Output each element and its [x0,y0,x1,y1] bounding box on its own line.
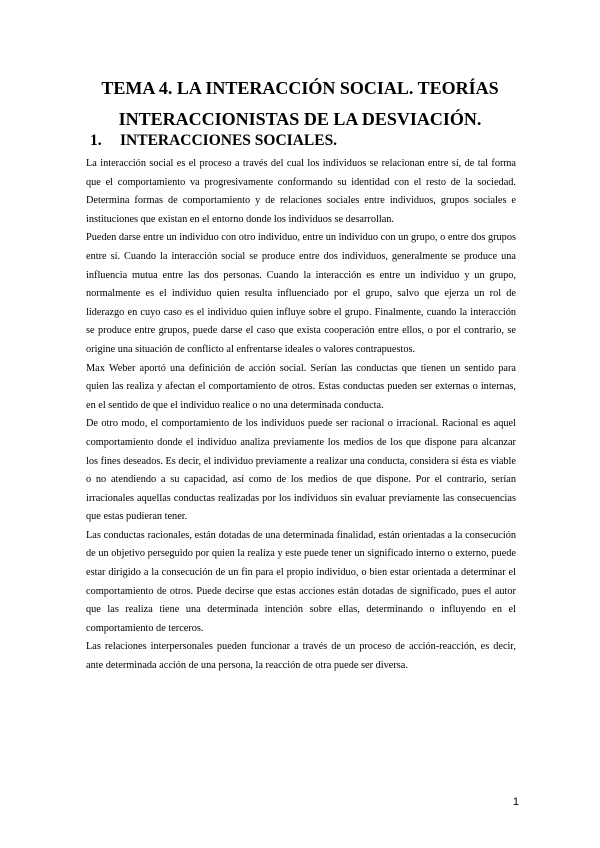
title-line-2: INTERACCIONISTAS DE LA DESVIACIÓN. [118,109,482,129]
paragraph: De otro modo, el comportamiento de los individuos puede ser racional o irracional. Racional es aquel comportamiento donde el individuo analiza previamente los medios de los que dispone para alcanzar los fines deseados. Es decir, el individuo previamente a realizar una conducta, considera si ésta es viable o no atendiendo a su capacidad, así como de los medios de que dispone. Por el contrario, serían irracionales aquellas conductas realizadas por los individuos sin evaluar previamente las consecuencias que estas pudieran tener. [86,418,516,523]
document-title [40,73,560,135]
title-line-1: TEMA 4. LA INTERACCIÓN SOCIAL. TEORÍAS [101,78,499,98]
paragraph: Las conductas racionales, están dotadas de una determinada finalidad, están orientadas a la consecución de un objetivo perseguido por quien la realiza y este puede tener un significado interno o externo, puede estar dirigido a la consecución de un fin para el propio individuo, o bien estar orientada a determinar el comportamiento de otros. Puede decirse que estas acciones están dotadas de significado, pues el autor que las realiza tiene una determinada intención sobre ellas, determinando o influyendo en el comportamiento de terceros. [86,529,516,634]
paragraph: Pueden darse entre un individuo con otro individuo, entre un individuo con un grupo, o entre dos grupos entre sí. Cuando la interacción social se produce entre dos individuos, generalmente se produce una influencia mutua entre las dos personas. Cuando la interacción es entre un individuo y un grupo, normalmente es el individuo quien resulta influenciado por el grupo, salvo que ejerza un rol de liderazgo en cuyo caso es el individuo quien influye sobre el grupo. Finalmente, cuando la interacción se produce entre grupos, puede darse el caso que exista cooperación entre ellos, o por el contrario, se origine una situación de conflicto al enfrentarse ideales o valores contrapuestos. [86,232,516,355]
section-number: 1. [90,132,102,149]
body-text [86,155,516,676]
section-heading [90,131,570,151]
paragraph: Las relaciones interpersonales pueden funcionar a través de un proceso de acción-reacción, es decir, ante determinada acción de una persona, la reacción de otra puede ser diversa. [86,641,516,672]
page-number: 1 [512,796,519,808]
paragraph: La interacción social es el proceso a través del cual los individuos se relacionan entre sí, de tal forma que el comportamiento va progresivamente conformando su identidad con el resto de la sociedad. Determina formas de comportamiento y de relaciones sociales entre individuos, grupos sociales e instituciones que existan en el entorno donde los individuos se desarrollan. [86,158,516,225]
paragraph: Max Weber aportó una definición de acción social. Serían las conductas que tienen un sentido para quien las realiza y afectan el comportamiento de otros. Estas conductas pueden ser externas o internas, en el sentido de que el individuo realice o no una determinada conducta. [86,362,516,411]
section-title: INTERACCIONES SOCIALES. [120,132,338,149]
